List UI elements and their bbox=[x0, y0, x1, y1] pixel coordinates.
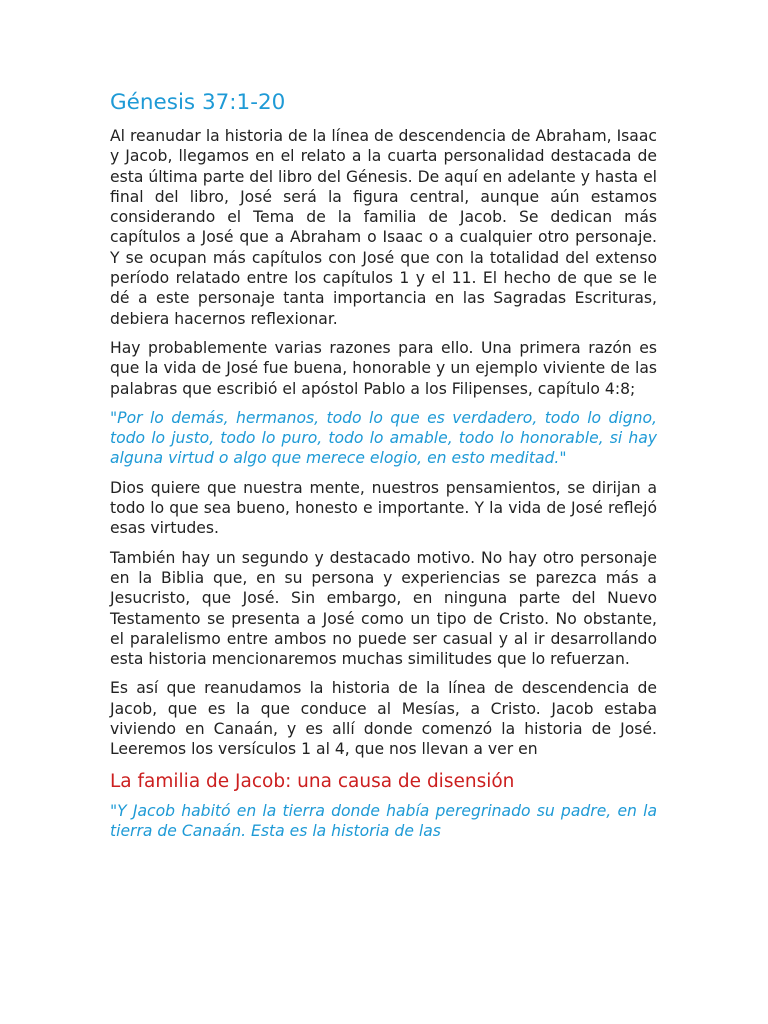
scripture-quote-genesis: "Y Jacob habitó en la tierra donde había peregrinado su padre, en la tierra de Canaán. Esta es la historia de las bbox=[110, 801, 657, 840]
body-paragraph-2: Hay probablemente varias razones para ello. Una primera razón es que la vida de José fue buena, honorable y un ejemplo viviente de las palabras que escribió el apóstol Pablo a los Filipenses, capítulo 4:8; bbox=[110, 338, 657, 398]
body-paragraph-1: Al reanudar la historia de la línea de descendencia de Abraham, Isaac y Jacob, llegamos en el relato a la cuarta personalidad destacada de esta última parte del libro del Génesis. De aquí en adelante y hasta el final del libro, José será la figura central, aunque aún estamos considerando el Tema de la familia de Jacob. Se dedican más capítulos a José que a Abraham o Isaac o a cualquier otro personaje. Y se ocupan más capítulos con José que con la totalidad del extenso período relatado entre los capítulos 1 y el 11. El hecho de que se le dé a este personaje tanta importancia en las Sagradas Escrituras, debiera hacernos reflexionar. bbox=[110, 127, 657, 328]
body-paragraph-4: También hay un segundo y destacado motivo. No hay otro personaje en la Biblia que, en su persona y experiencias se parezca más a Jesucristo, que José. Sin embargo, en ninguna parte del Nuevo Testamento se presenta a José como un tipo de Cristo. No obstante, el paralelismo entre ambos no puede ser casual y al ir desarrollando esta historia mencionaremos muchas similitudes que lo refuerzan. bbox=[110, 548, 657, 669]
body-paragraph-3: Dios quiere que nuestra mente, nuestros pensamientos, se dirijan a todo lo que sea bueno, honesto e importante. Y la vida de José reflejó esas virtudes. bbox=[110, 478, 657, 538]
page-title: Génesis 37:1-20 bbox=[110, 90, 286, 115]
body-paragraph-5: Es así que reanudamos la historia de la línea de descendencia de Jacob, que es la que conduce al Mesías, a Cristo. Jacob estaba viviendo en Canaán, y es allí donde comenzó la historia de José. Leeremos los versículos 1 al 4, que nos llevan a ver en bbox=[110, 679, 657, 759]
scripture-quote-filipenses: "Por lo demás, hermanos, todo lo que es verdadero, todo lo digno, todo lo justo, todo lo puro, todo lo amable, todo lo honorable, si hay alguna virtud o algo que merece elogio, en esto meditad." bbox=[110, 408, 657, 468]
section-subtitle: La familia de Jacob: una causa de disensión bbox=[110, 770, 515, 792]
document-page bbox=[110, 88, 657, 850]
